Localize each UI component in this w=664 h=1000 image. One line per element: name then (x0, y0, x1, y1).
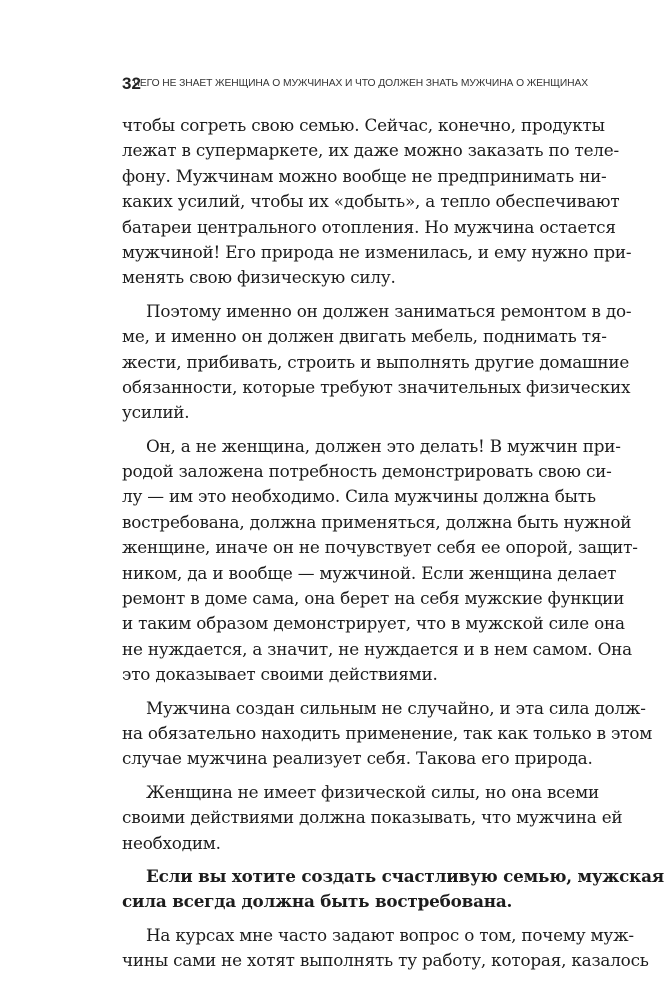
text-line: лу — им это необходимо. Сила мужчины должна быть (122, 486, 596, 507)
text-line: необходим. (122, 832, 221, 853)
running-head (122, 73, 588, 95)
paragraph (122, 923, 649, 974)
text-line: усилий. (122, 402, 190, 423)
text-line: ником, да и вообще — мужчиной. Если женщина делает (122, 562, 617, 583)
text-line: и таким образом демонстрирует, что в мужской силе она (122, 613, 625, 634)
emphasis-paragraph (122, 864, 664, 915)
text-line: востребована, должна применяться, должна быть нужной (122, 511, 632, 532)
text-line: обязанности, которые требуют значительных физических (122, 376, 631, 397)
text-line: Он, а не женщина, должен это делать! В мужчин при- (146, 435, 621, 456)
text-line: женщине, иначе он не почувствует себя ее опорой, защит- (122, 537, 638, 558)
running-title: ЧЕГО НЕ ЗНАЕТ ЖЕНЩИНА О МУЖЧИНАХ И ЧТО ДОЛЖЕН ЗНАТЬ МУЖЧИНА О ЖЕНЩИНАХ (133, 78, 588, 89)
text-line: Мужчина создан сильным не случайно, и эта сила долж- (146, 697, 646, 718)
paragraph (122, 113, 632, 291)
text-line: На курсах мне часто задают вопрос о том, почему муж- (146, 924, 634, 945)
text-line: ремонт в доме сама, она берет на себя мужские функции (122, 588, 625, 609)
text-line: батареи центрального отопления. Но мужчина остается (122, 216, 616, 237)
text-line: ме, и именно он должен двигать мебель, поднимать тя- (122, 326, 607, 347)
text-line: сила всегда должна быть востребована. (122, 891, 513, 912)
paragraph (122, 299, 632, 426)
text-line: не нуждается, а значит, не нуждается и в нем самом. Она (122, 638, 632, 659)
text-line: каких усилий, чтобы их «добыть», а тепло обеспечивают (122, 191, 620, 212)
text-line: Поэтому именно он должен заниматься ремонтом в до- (146, 300, 632, 321)
page-number: 32 (122, 74, 141, 93)
text-line: чтобы согреть свою семью. Сейчас, конечно, продукты (122, 115, 605, 135)
paragraph (122, 434, 638, 688)
text-line: Если вы хотите создать счастливую семью, мужская (146, 865, 664, 886)
text-line: Женщина не имеет физической силы, но она всеми (146, 781, 599, 802)
text-line: случае мужчина реализует себя. Такова его природа. (122, 748, 593, 769)
paragraph (122, 780, 623, 856)
paragraph (122, 696, 653, 772)
text-line: родой заложена потребность демонстрировать свою си- (122, 461, 612, 482)
body-text (122, 113, 664, 982)
text-line: это доказывает своими действиями. (122, 664, 438, 685)
text-line: на обязательно находить применение, так как только в этом (122, 722, 653, 743)
text-line: фону. Мужчинам можно вообще не предпринимать ни- (122, 165, 607, 186)
text-line: своими действиями должна показывать, что мужчина ей (122, 807, 623, 828)
text-line: жести, прибивать, строить и выполнять другие домашние (122, 351, 630, 372)
text-line: чины сами не хотят выполнять ту работу, которая, казалось (122, 950, 649, 971)
text-line: мужчиной! Его природа не изменилась, и ему нужно при- (122, 241, 632, 262)
text-line: лежат в супермаркете, их даже можно заказать по теле- (122, 140, 619, 161)
text-line: менять свою физическую силу. (122, 267, 396, 288)
